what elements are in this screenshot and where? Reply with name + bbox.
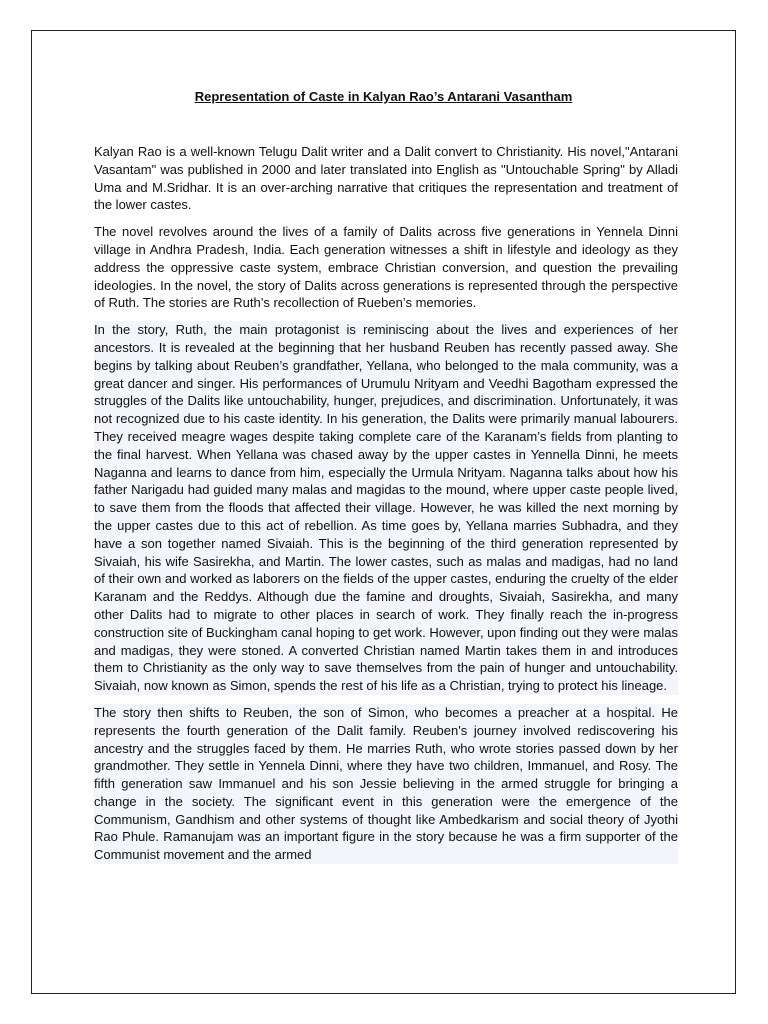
document-title: Representation of Caste in Kalyan Rao’s Antarani Vasantham <box>194 89 573 104</box>
paragraph-story-generations: In the story, Ruth, the main protagonist is reminiscing about the lives and experiences of her ancestors. It is revealed at the beginning that her husband Reuben has recently passed away. She begins by talking about Reuben’s grandfather, Yellana, who belonged to the mala community, was a great dancer and singer. His performances of Urumulu Nrityam and Veedhi Bagotham expressed the struggles of the Dalits like untouchability, hunger, prejudices, and discrimination. Unfortunately, it was not recognized due to his caste identity. In his generation, the Dalits were primarily manual labourers. They received meagre wages despite taking complete care of the Karanam’s fields from planting to the final harvest. When Yellana was chased away by the upper castes in Yennella Dinni, he meets Naganna and learns to dance from him, especially the Urmula Nrityam. Naganna talks about how his father Narigadu had guided many malas and magidas to the mound, where upper caste people lived, to save them from the floods that affected their village. However, he was killed the next morning by the upper castes due to this act of rebellion. As time goes by, Yellana marries Subhadra, and they have a son together named Sivaiah. This is the beginning of the third generation represented by Sivaiah, his wife Sasirekha, and Martin. The lower castes, such as malas and madigas, had no land of their own and worked as laborers on the fields of the upper castes, enduring the cruelty of the elder Karanam and the Reddys. Although due the famine and droughts, Sivaiah, Sasirekha, and many other Dalits had to migrate to other places in search of work. They finally reach the in-progress construction site of Buckingham canal hoping to get work. However, upon finding out they were malas and madigas, they were stoned. A converted Christian named Martin takes them in and introduces them to Christianity as the only way to save themselves from the pain of hunger and untouchability. Sivaiah, now known as Simon, spends the rest of his life as a Christian, trying to protect his lineage. <box>94 322 678 694</box>
paragraph-intro: Kalyan Rao is a well-known Telugu Dalit writer and a Dalit convert to Christianity. His novel,"Antarani Vasantam" was published in 2000 and later translated into English as "Untouchable Spring" by Alladi Uma and M.Sridhar. It is an over-arching narrative that critiques the representation and treatment of the lower castes. <box>94 144 678 213</box>
document-page <box>31 30 736 994</box>
paragraph-plot-overview: The novel revolves around the lives of a family of Dalits across five generations in Yennela Dinni village in Andhra Pradesh, India. Each generation witnesses a shift in lifestyle and ideology as they address the oppressive caste system, embrace Christian conversion, and question the prevailing ideologies. In the novel, the story of Dalits across generations is represented through the perspective of Ruth. The stories are Ruth’s recollection of Rueben’s memories. <box>94 224 678 311</box>
document-body <box>94 143 678 873</box>
paragraph-reuben: The story then shifts to Reuben, the son of Simon, who becomes a preacher at a hospital. He represents the fourth generation of the Dalit family. Reuben's journey involved rediscovering his ancestry and the struggles faced by them. He marries Ruth, who wrote stories passed down by her grandmother. They settle in Yennela Dinni, where they have two children, Immanuel, and Rosy. The fifth generation saw Immanuel and his son Jessie believing in the armed struggle for bringing a change in the society. The significant event in this generation were the emergence of the Communism, Gandhism and other systems of thought like Ambedkarism and social theory of Jyothi Rao Phule. Ramanujam was an important figure in the story because he was a firm supporter of the Communist movement and the armed <box>94 704 678 863</box>
